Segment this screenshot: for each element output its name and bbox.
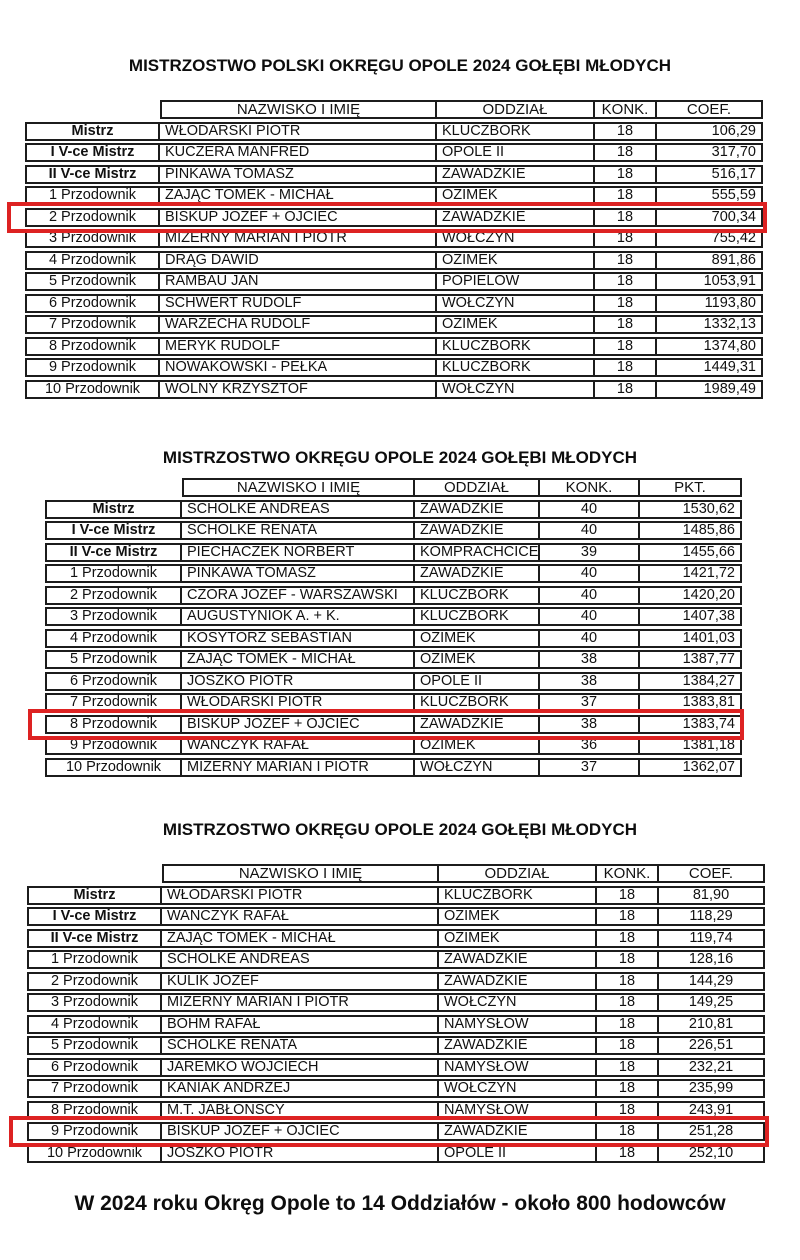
rank-cell: 6 Przodownik bbox=[45, 672, 182, 691]
rank-cell: 3 Przodownik bbox=[45, 607, 182, 626]
branch-cell: ZAWADZKIE bbox=[415, 521, 540, 540]
branch-cell: POPIELÓW bbox=[437, 272, 595, 291]
branch-cell: WOŁCZYN bbox=[439, 993, 597, 1012]
table-row bbox=[25, 251, 763, 270]
header-spacer bbox=[25, 100, 160, 119]
rank-cell: 4 Przodownik bbox=[45, 629, 182, 648]
rank-cell: I V-ce Mistrz bbox=[27, 907, 162, 926]
table-row bbox=[25, 186, 763, 205]
races-cell: 18 bbox=[597, 907, 659, 926]
name-cell: PINKAWA TOMASZ bbox=[160, 165, 437, 184]
table-title-1: MISTRZOSTWO POLSKI OKRĘGU OPOLE 2024 GOŁĘBI MŁODYCH bbox=[128, 56, 672, 75]
column-header-value: COEF. bbox=[659, 864, 765, 883]
value-cell: 252,10 bbox=[659, 1144, 765, 1163]
rank-cell: 5 Przodownik bbox=[27, 1036, 162, 1055]
table-row bbox=[27, 1036, 765, 1055]
table-row bbox=[27, 1144, 765, 1163]
name-cell: BISKUP JÓZEF + OJCIEC bbox=[182, 715, 415, 734]
rank-cell: 5 Przodownik bbox=[25, 272, 160, 291]
races-cell: 18 bbox=[597, 1015, 659, 1034]
name-cell: PINKAWA TOMASZ bbox=[182, 564, 415, 583]
branch-cell: ZAWADZKIE bbox=[437, 208, 595, 227]
rank-cell: Mistrz bbox=[45, 500, 182, 519]
branch-cell: KLUCZBORK bbox=[439, 886, 597, 905]
value-cell: 251,28 bbox=[659, 1122, 765, 1141]
races-cell: 18 bbox=[595, 380, 657, 399]
branch-cell: ZAWADZKIE bbox=[439, 972, 597, 991]
rank-cell: 2 Przodownik bbox=[27, 972, 162, 991]
races-cell: 18 bbox=[597, 993, 659, 1012]
branch-cell: OZIMEK bbox=[439, 929, 597, 948]
rank-cell: 2 Przodownik bbox=[45, 586, 182, 605]
value-cell: 119,74 bbox=[659, 929, 765, 948]
name-cell: SCHOLKE ANDREAS bbox=[162, 950, 439, 969]
value-cell: 210,81 bbox=[659, 1015, 765, 1034]
table-row bbox=[27, 1079, 765, 1098]
branch-cell: KLUCZBORK bbox=[415, 586, 540, 605]
rank-cell: 9 Przodownik bbox=[27, 1122, 162, 1141]
value-cell: 1455,66 bbox=[640, 543, 742, 562]
races-cell: 18 bbox=[597, 1144, 659, 1163]
table-row bbox=[27, 1122, 765, 1141]
branch-cell: WOŁCZYN bbox=[437, 229, 595, 248]
rank-cell: 10 Przodownik bbox=[25, 380, 160, 399]
rank-cell: Mistrz bbox=[25, 122, 160, 141]
name-cell: KUCZERA MANFRED bbox=[160, 143, 437, 162]
table-row bbox=[27, 886, 765, 905]
rank-cell: Mistrz bbox=[27, 886, 162, 905]
branch-cell: ZAWADZKIE bbox=[415, 715, 540, 734]
rank-cell: 6 Przodownik bbox=[25, 294, 160, 313]
branch-cell: NAMYSŁÓW bbox=[439, 1015, 597, 1034]
races-cell: 18 bbox=[597, 1122, 659, 1141]
table-row bbox=[25, 294, 763, 313]
header-row bbox=[25, 100, 763, 119]
branch-cell: OZIMEK bbox=[437, 186, 595, 205]
name-cell: ZAJĄC TOMEK - MICHAŁ bbox=[182, 650, 415, 669]
value-cell: 1053,91 bbox=[657, 272, 763, 291]
results-table-okreg-pkt bbox=[45, 478, 742, 779]
header-row bbox=[27, 864, 765, 883]
races-cell: 18 bbox=[597, 1036, 659, 1055]
value-cell: 226,51 bbox=[659, 1036, 765, 1055]
rank-cell: 3 Przodownik bbox=[27, 993, 162, 1012]
table-row bbox=[25, 337, 763, 356]
column-header-branch: ODDZIAŁ bbox=[439, 864, 597, 883]
branch-cell: OPOLE II bbox=[415, 672, 540, 691]
table-row bbox=[25, 143, 763, 162]
value-cell: 1407,38 bbox=[640, 607, 742, 626]
value-cell: 149,25 bbox=[659, 993, 765, 1012]
table-row bbox=[25, 208, 763, 227]
branch-cell: OPOLE II bbox=[439, 1144, 597, 1163]
name-cell: WAŃCZYK RAFAŁ bbox=[182, 736, 415, 755]
value-cell: 1332,13 bbox=[657, 315, 763, 334]
table-row bbox=[45, 758, 742, 777]
rank-cell: II V-ce Mistrz bbox=[25, 165, 160, 184]
races-cell: 40 bbox=[540, 629, 640, 648]
table-row bbox=[27, 1015, 765, 1034]
table-row bbox=[25, 358, 763, 377]
results-table-okreg-coef bbox=[27, 864, 765, 1165]
races-cell: 18 bbox=[595, 143, 657, 162]
name-cell: WARZECHA RUDOLF bbox=[160, 315, 437, 334]
rank-cell: 7 Przodownik bbox=[45, 693, 182, 712]
name-cell: MIZERNY MARIAN I PIOTR bbox=[162, 993, 439, 1012]
rank-cell: 3 Przodownik bbox=[25, 229, 160, 248]
branch-cell: ZAWADZKIE bbox=[439, 1036, 597, 1055]
value-cell: 1383,81 bbox=[640, 693, 742, 712]
name-cell: MIZERNY MARIAN I PIOTR bbox=[182, 758, 415, 777]
value-cell: 1530,62 bbox=[640, 500, 742, 519]
table-row bbox=[25, 165, 763, 184]
branch-cell: WOŁCZYN bbox=[439, 1079, 597, 1098]
name-cell: JAREMKO WOJCIECH bbox=[162, 1058, 439, 1077]
table-row bbox=[45, 736, 742, 755]
value-cell: 317,70 bbox=[657, 143, 763, 162]
column-header-name: NAZWISKO I IMIĘ bbox=[182, 478, 415, 497]
branch-cell: OZIMEK bbox=[415, 629, 540, 648]
table-row bbox=[27, 950, 765, 969]
column-header-races: KONK. bbox=[597, 864, 659, 883]
rank-cell: 9 Przodownik bbox=[45, 736, 182, 755]
name-cell: CZORA JÓZEF - WARSZAWSKI bbox=[182, 586, 415, 605]
rank-cell: 5 Przodownik bbox=[45, 650, 182, 669]
value-cell: 1387,77 bbox=[640, 650, 742, 669]
value-cell: 1384,27 bbox=[640, 672, 742, 691]
name-cell: RAMBAU JAN bbox=[160, 272, 437, 291]
branch-cell: WOŁCZYN bbox=[437, 380, 595, 399]
races-cell: 18 bbox=[595, 294, 657, 313]
column-header-branch: ODDZIAŁ bbox=[437, 100, 595, 119]
table-row bbox=[27, 929, 765, 948]
value-cell: 755,42 bbox=[657, 229, 763, 248]
name-cell: WOLNY KRZYSZTOF bbox=[160, 380, 437, 399]
rank-cell: II V-ce Mistrz bbox=[45, 543, 182, 562]
rank-cell: 7 Przodownik bbox=[27, 1079, 162, 1098]
branch-cell: OPOLE II bbox=[437, 143, 595, 162]
name-cell: MIZERNY MARIAN I PIOTR bbox=[160, 229, 437, 248]
value-cell: 1374,80 bbox=[657, 337, 763, 356]
races-cell: 40 bbox=[540, 500, 640, 519]
rank-cell: 4 Przodownik bbox=[27, 1015, 162, 1034]
branch-cell: WOŁCZYN bbox=[415, 758, 540, 777]
branch-cell: OZIMEK bbox=[415, 650, 540, 669]
branch-cell: KLUCZBORK bbox=[437, 122, 595, 141]
races-cell: 37 bbox=[540, 758, 640, 777]
value-cell: 243,91 bbox=[659, 1101, 765, 1120]
table-row bbox=[45, 521, 742, 540]
table-row bbox=[45, 586, 742, 605]
column-header-value: COEF. bbox=[657, 100, 763, 119]
races-cell: 40 bbox=[540, 586, 640, 605]
column-header-value: PKT. bbox=[640, 478, 742, 497]
table-row bbox=[25, 122, 763, 141]
results-table-polska bbox=[25, 100, 763, 401]
table-row bbox=[27, 972, 765, 991]
footer-note: W 2024 roku Okręg Opole to 14 Oddziałów - około 800 hodowców bbox=[74, 1192, 726, 1215]
branch-cell: OZIMEK bbox=[437, 251, 595, 270]
races-cell: 37 bbox=[540, 693, 640, 712]
value-cell: 118,29 bbox=[659, 907, 765, 926]
value-cell: 1193,80 bbox=[657, 294, 763, 313]
races-cell: 18 bbox=[597, 972, 659, 991]
name-cell: MERYK RUDOLF bbox=[160, 337, 437, 356]
table-row bbox=[45, 715, 742, 734]
name-cell: KOSYTORZ SEBASTIAN bbox=[182, 629, 415, 648]
table-row bbox=[45, 500, 742, 519]
rank-cell: 7 Przodownik bbox=[25, 315, 160, 334]
races-cell: 18 bbox=[595, 358, 657, 377]
table-row bbox=[45, 564, 742, 583]
header-spacer bbox=[27, 864, 162, 883]
races-cell: 18 bbox=[595, 229, 657, 248]
races-cell: 18 bbox=[597, 950, 659, 969]
value-cell: 1421,72 bbox=[640, 564, 742, 583]
rank-cell: 6 Przodownik bbox=[27, 1058, 162, 1077]
name-cell: WŁODARSKI PIOTR bbox=[182, 693, 415, 712]
table-title-2: MISTRZOSTWO OKRĘGU OPOLE 2024 GOŁĘBI MŁODYCH bbox=[162, 448, 638, 467]
name-cell: BOHM RAFAŁ bbox=[162, 1015, 439, 1034]
branch-cell: ZAWADZKIE bbox=[439, 1122, 597, 1141]
name-cell: KULIK JÓZEF bbox=[162, 972, 439, 991]
races-cell: 18 bbox=[595, 251, 657, 270]
table-row bbox=[25, 272, 763, 291]
value-cell: 106,29 bbox=[657, 122, 763, 141]
table-row bbox=[45, 543, 742, 562]
name-cell: JOSZKO PIOTR bbox=[182, 672, 415, 691]
column-header-branch: ODDZIAŁ bbox=[415, 478, 540, 497]
name-cell: WŁODARSKI PIOTR bbox=[162, 886, 439, 905]
rank-cell: 8 Przodownik bbox=[45, 715, 182, 734]
branch-cell: KOMPRACHCICE bbox=[415, 543, 540, 562]
branch-cell: NAMYSŁÓW bbox=[439, 1058, 597, 1077]
name-cell: SCHOLKE RENATA bbox=[162, 1036, 439, 1055]
races-cell: 36 bbox=[540, 736, 640, 755]
races-cell: 38 bbox=[540, 650, 640, 669]
branch-cell: ZAWADZKIE bbox=[437, 165, 595, 184]
name-cell: PIECHACZEK NORBERT bbox=[182, 543, 415, 562]
branch-cell: KLUCZBORK bbox=[415, 693, 540, 712]
name-cell: M.T. JABŁOŃSCY bbox=[162, 1101, 439, 1120]
branch-cell: ZAWADZKIE bbox=[415, 564, 540, 583]
name-cell: WAŃCZYK RAFAŁ bbox=[162, 907, 439, 926]
value-cell: 1449,31 bbox=[657, 358, 763, 377]
value-cell: 1485,86 bbox=[640, 521, 742, 540]
rank-cell: 10 Przodownik bbox=[27, 1144, 162, 1163]
column-header-name: NAZWISKO I IMIĘ bbox=[162, 864, 439, 883]
value-cell: 1383,74 bbox=[640, 715, 742, 734]
value-cell: 891,86 bbox=[657, 251, 763, 270]
value-cell: 128,16 bbox=[659, 950, 765, 969]
value-cell: 144,29 bbox=[659, 972, 765, 991]
table-row bbox=[27, 907, 765, 926]
branch-cell: ZAWADZKIE bbox=[439, 950, 597, 969]
rank-cell: 9 Przodownik bbox=[25, 358, 160, 377]
races-cell: 18 bbox=[595, 165, 657, 184]
branch-cell: ZAWADZKIE bbox=[415, 500, 540, 519]
races-cell: 40 bbox=[540, 521, 640, 540]
races-cell: 18 bbox=[595, 208, 657, 227]
column-header-races: KONK. bbox=[540, 478, 640, 497]
value-cell: 516,17 bbox=[657, 165, 763, 184]
rank-cell: II V-ce Mistrz bbox=[27, 929, 162, 948]
races-cell: 18 bbox=[597, 929, 659, 948]
branch-cell: OZIMEK bbox=[439, 907, 597, 926]
value-cell: 232,21 bbox=[659, 1058, 765, 1077]
table-title-3: MISTRZOSTWO OKRĘGU OPOLE 2024 GOŁĘBI MŁODYCH bbox=[162, 820, 638, 839]
races-cell: 18 bbox=[597, 1101, 659, 1120]
branch-cell: WOŁCZYN bbox=[437, 294, 595, 313]
value-cell: 235,99 bbox=[659, 1079, 765, 1098]
value-cell: 555,59 bbox=[657, 186, 763, 205]
branch-cell: OZIMEK bbox=[437, 315, 595, 334]
name-cell: SCHWERT RUDOLF bbox=[160, 294, 437, 313]
rank-cell: 1 Przodownik bbox=[27, 950, 162, 969]
rank-cell: 1 Przodownik bbox=[25, 186, 160, 205]
branch-cell: KLUCZBORK bbox=[437, 358, 595, 377]
rank-cell: I V-ce Mistrz bbox=[45, 521, 182, 540]
races-cell: 39 bbox=[540, 543, 640, 562]
table-row bbox=[27, 1058, 765, 1077]
table-row bbox=[25, 315, 763, 334]
branch-cell: NAMYSŁÓW bbox=[439, 1101, 597, 1120]
branch-cell: KLUCZBORK bbox=[437, 337, 595, 356]
column-header-name: NAZWISKO I IMIĘ bbox=[160, 100, 437, 119]
races-cell: 18 bbox=[597, 1079, 659, 1098]
races-cell: 18 bbox=[595, 122, 657, 141]
races-cell: 40 bbox=[540, 607, 640, 626]
races-cell: 38 bbox=[540, 672, 640, 691]
column-header-races: KONK. bbox=[595, 100, 657, 119]
races-cell: 18 bbox=[595, 315, 657, 334]
rank-cell: 8 Przodownik bbox=[25, 337, 160, 356]
rank-cell: 2 Przodownik bbox=[25, 208, 160, 227]
name-cell: BISKUP JÓZEF + OJCIEC bbox=[162, 1122, 439, 1141]
table-row bbox=[45, 607, 742, 626]
branch-cell: OZIMEK bbox=[415, 736, 540, 755]
races-cell: 40 bbox=[540, 564, 640, 583]
value-cell: 1362,07 bbox=[640, 758, 742, 777]
races-cell: 18 bbox=[595, 337, 657, 356]
table-row bbox=[45, 672, 742, 691]
name-cell: SCHOLKE RENATA bbox=[182, 521, 415, 540]
name-cell: WŁODARSKI PIOTR bbox=[160, 122, 437, 141]
name-cell: ZAJĄC TOMEK - MICHAŁ bbox=[160, 186, 437, 205]
races-cell: 18 bbox=[595, 186, 657, 205]
rank-cell: 4 Przodownik bbox=[25, 251, 160, 270]
races-cell: 38 bbox=[540, 715, 640, 734]
rank-cell: I V-ce Mistrz bbox=[25, 143, 160, 162]
table-row bbox=[25, 229, 763, 248]
rank-cell: 10 Przodownik bbox=[45, 758, 182, 777]
value-cell: 1381,18 bbox=[640, 736, 742, 755]
table-row bbox=[45, 693, 742, 712]
name-cell: BISKUP JÓZEF + OJCIEC bbox=[160, 208, 437, 227]
races-cell: 18 bbox=[595, 272, 657, 291]
races-cell: 18 bbox=[597, 886, 659, 905]
name-cell: ZAJĄC TOMEK - MICHAŁ bbox=[162, 929, 439, 948]
rank-cell: 1 Przodownik bbox=[45, 564, 182, 583]
value-cell: 81,90 bbox=[659, 886, 765, 905]
name-cell: SCHOLKE ANDREAS bbox=[182, 500, 415, 519]
value-cell: 1420,20 bbox=[640, 586, 742, 605]
table-row bbox=[25, 380, 763, 399]
name-cell: KANIAK ANDRZEJ bbox=[162, 1079, 439, 1098]
value-cell: 1401,03 bbox=[640, 629, 742, 648]
rank-cell: 8 Przodownik bbox=[27, 1101, 162, 1120]
value-cell: 700,34 bbox=[657, 208, 763, 227]
table-row bbox=[45, 650, 742, 669]
name-cell: AUGUSTYNIOK A. + K. bbox=[182, 607, 415, 626]
name-cell: JOSZKO PIOTR bbox=[162, 1144, 439, 1163]
races-cell: 18 bbox=[597, 1058, 659, 1077]
name-cell: NOWAKOWSKI - PEŁKA bbox=[160, 358, 437, 377]
header-spacer bbox=[45, 478, 182, 497]
branch-cell: KLUCZBORK bbox=[415, 607, 540, 626]
value-cell: 1989,49 bbox=[657, 380, 763, 399]
table-row bbox=[27, 1101, 765, 1120]
table-row bbox=[27, 993, 765, 1012]
name-cell: DRĄG DAWID bbox=[160, 251, 437, 270]
table-row bbox=[45, 629, 742, 648]
header-row bbox=[45, 478, 742, 497]
